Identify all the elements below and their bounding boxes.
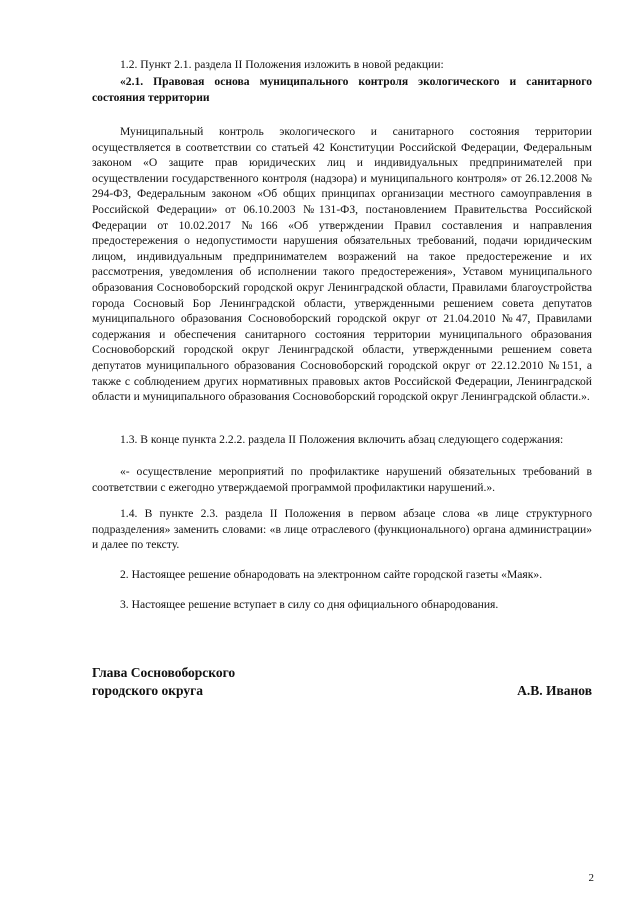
- section-2-1-title: «2.1. Правовая основа муниципального контроля экологического и санитарного состояния территории: [92, 75, 592, 104]
- signature-title-line1: Глава Сосновоборского: [92, 665, 236, 680]
- paragraph-3: 3. Настоящее решение вступает в силу со дня официального обнародования.: [120, 598, 499, 611]
- legal-basis-paragraph: Муниципальный контроль экологического и санитарного состояния территории осуществляется в соответствии со статьей 42 Конституции Российской Федерации, Федеральным законом «О защите прав юридических лиц и индивидуальных предпринимателей при осуществлении государственного контроля (надзора) и муниципального контроля» от 26.12.2008 № 294-ФЗ, Федеральным законом «Об общих принципах организации местного самоуправления в Российской Федерации» от 06.10.2003 №131-ФЗ, постановлением Правительства Российской Федерации от 10.02.2017 №166 «Об утверждении Правил составления и направления предостережения о недопустимости нарушения обязательных требований, подачи юридическим лицом, индивидуальным предпринимателем возражений на такое предостережение и их рассмотрения, уведомления об исполнении такого предостережения», Уставом муниципального образования Сосновоборский городской округ Ленинградской области, Правилами благоустройства города Сосновый Бор Ленинградской области, утвержденными решением совета депутатов муниципального образования Сосновоборский городской округ от 21.04.2010 №47, Правилами содержания и обеспечения санитарного состояния территории муниципального образования Сосновоборский городской округ Ленинградской области, утвержденными решением совета депутатов муниципального образования Сосновоборский городской округ от 22.12.2010 №151, а также с соблюдением других нормативных правовых актов Российской Федерации, Ленинградской области и муниципального образования Сосновоборский городской округ Ленинградской области.».: [92, 125, 592, 404]
- signature-name: А.В. Иванов: [517, 683, 592, 698]
- signature-title-line2: городского округа: [92, 683, 203, 698]
- paragraph-2: 2. Настоящее решение обнародовать на электронном сайте городской газеты «Маяк».: [120, 568, 543, 581]
- paragraph-1-3-quote: «- осуществление мероприятий по профилактике нарушений обязательных требований в соответствии с ежегодно утверждаемой программой профилактики нарушений.».: [92, 465, 592, 494]
- page-number: 2: [588, 872, 594, 884]
- paragraph-1-3: 1.3. В конце пункта 2.2.2. раздела II Положения включить абзац следующего содержания:: [120, 433, 564, 446]
- paragraph-1-4: 1.4. В пункте 2.3. раздела II Положения в первом абзаце слова «в лице структурного подразделения» заменить словами: «в лице отраслевого (функционального) органа администрации» и далее по тексту.: [92, 507, 592, 552]
- paragraph-1-2-intro: 1.2. Пункт 2.1. раздела II Положения изложить в новой редакции:: [120, 58, 444, 71]
